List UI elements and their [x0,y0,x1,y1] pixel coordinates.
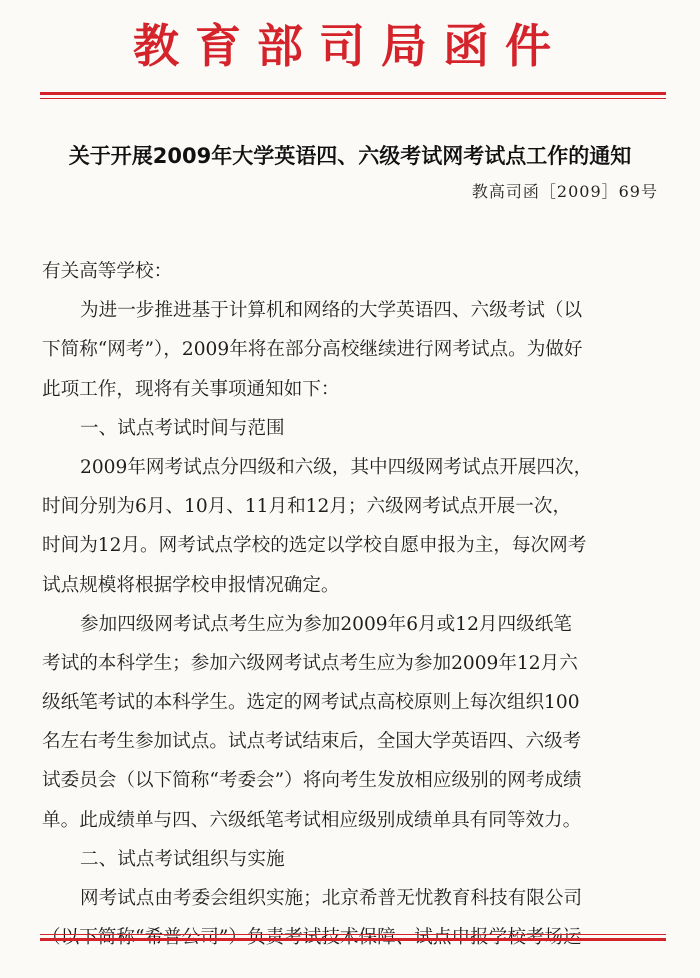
body-line: 二、试点考试组织与实施 [80,848,285,870]
document-number: 教高司函［2009］69号 [471,182,658,201]
body-line: 下简称“网考”），2009年将在部分高校继续进行网考试点。为做好 [42,339,583,361]
masthead-rule-thin [40,98,666,99]
masthead-rule-thick [40,92,666,95]
notice-title: 关于开展2009年大学英语四、六级考试网考试点工作的通知 [68,144,632,168]
body-line: 有关高等学校： [42,261,173,282]
body-line: 级纸笔考试的本科学生。选定的网考试点高校原则上每次组织100 [42,692,580,714]
body-line: 参加四级网考试点考生应为参加2009年6月或12月四级纸笔 [80,613,572,635]
body-line: 考试的本科学生；参加六级网考试点考生应为参加2009年12月六 [42,652,578,674]
body-line: 时间为12月。网考试点学校的选定以学校自愿申报为主，每次网考 [42,535,587,557]
notice-body [42,252,668,957]
body-line: 此项工作，现将有关事项通知如下： [42,378,340,400]
body-line: 试点规模将根据学校申报情况确定。 [42,574,340,596]
footer-rule-thick [40,938,666,941]
body-line: 网考试点由考委会组织实施；北京希普无忧教育科技有限公司 [80,888,583,909]
body-line: 一、试点考试时间与范围 [80,417,285,439]
body-line: 时间分别为6月、10月、11月和12月；六级网考试点开展一次， [42,496,572,518]
masthead-title: 教育部司局函件 [133,19,567,73]
body-line: 为进一步推进基于计算机和网络的大学英语四、六级考试（以 [80,300,583,322]
body-line: 单。此成绩单与四、六级纸笔考试相应级别成绩单具有同等效力。 [42,809,582,831]
body-line: 试委员会（以下简称“考委会”）将向考生发放相应级别的网考成绩 [42,770,582,792]
body-line: 名左右考生参加试点。试点考试结束后，全国大学英语四、六级考 [42,731,582,753]
body-line: 2009年网考试点分四级和六级，其中四级网考试点开展四次， [80,456,593,478]
footer-rule-thin [40,934,666,935]
